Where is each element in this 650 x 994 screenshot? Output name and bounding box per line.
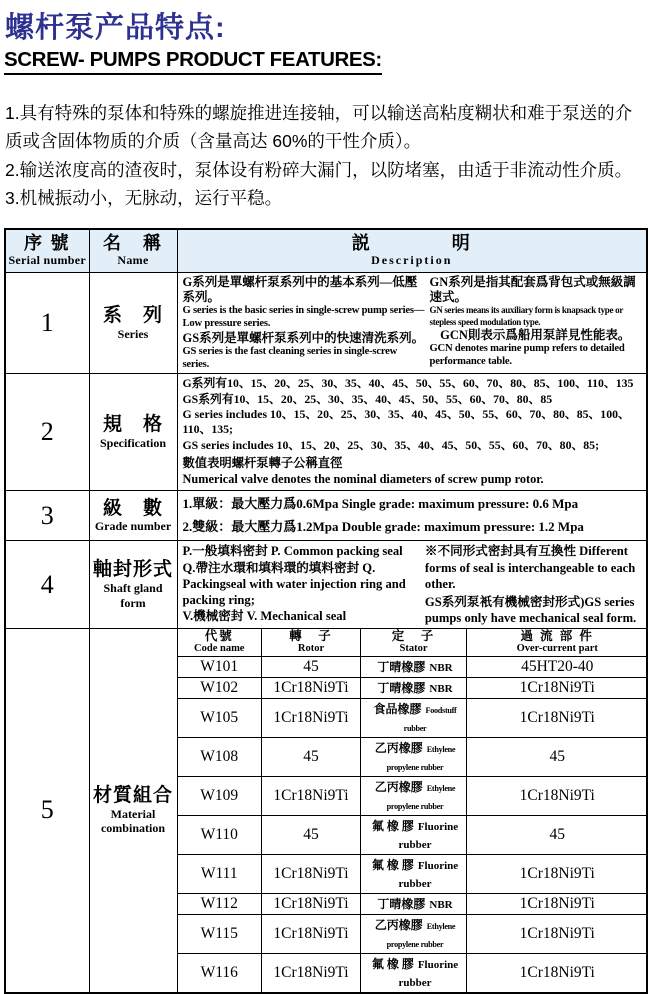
serial-number-2: 2 (40, 417, 54, 447)
material-stator (361, 737, 467, 776)
description-cell-grade (177, 490, 647, 541)
serial-cell-3 (5, 490, 89, 541)
stator-zh: 丁晴橡膠 (377, 659, 426, 674)
header-description-zh: 説 明 (351, 233, 472, 254)
material-part: 1Cr18Ni9Ti (467, 854, 648, 893)
serial-number-5: 5 (40, 795, 54, 825)
material-stator (361, 953, 467, 992)
materials-header-stator-zh: 定 子 (391, 628, 436, 643)
materials-header-row (178, 629, 648, 656)
material-rotor: 1Cr18Ni9Ti (262, 893, 361, 914)
header-serial (5, 229, 89, 272)
feature-list (5, 99, 646, 212)
material-part: 1Cr18Ni9Ti (467, 953, 648, 992)
stator-en: Foodstuff rubber (403, 705, 457, 733)
material-code: W110 (178, 815, 262, 854)
series-gn-zh: GN系列是指其配套爲背包式或無級調速式。 (429, 274, 636, 305)
seal-note-interchangeable: ※不同形式密封具有互換性 Different forms of seal is interchangeable to each other. (424, 544, 636, 591)
stator-zh: 食品橡膠 (373, 701, 422, 716)
series-g-en: G series is the basic series in single-screw pump series—Low pressure series. (182, 305, 425, 329)
description-cell-series (177, 272, 647, 374)
materials-table-holder (177, 628, 647, 992)
name-grade-zh: 級 數 (102, 497, 163, 519)
series-gn-en: GN series means its auxiliary form is knapsack type or stepless speed modulation type. (429, 305, 623, 327)
page-title-english: SCREW- PUMPS PRODUCT FEATURES: (4, 49, 382, 75)
serial-cell-2 (5, 374, 89, 491)
stator-zh: 氟 橡 膠 (371, 857, 414, 872)
material-rotor: 45 (262, 737, 361, 776)
material-rotor: 45 (262, 815, 361, 854)
stator-en: Fluorine rubber (398, 820, 459, 851)
materials-header-stator (361, 629, 467, 656)
description-cell-specification (177, 374, 647, 491)
materials-header-rotor (262, 629, 361, 656)
name-grade-en: Grade number (94, 519, 172, 534)
material-part: 45 (467, 815, 648, 854)
spec-gs-series-en: GS series includes 10、15、20、25、30、35、40、45、50、55、60、70、80、85; (182, 437, 599, 452)
header-name-zh: 名 稱 (103, 233, 163, 254)
name-cell-specification (89, 374, 177, 491)
name-cell-series (89, 272, 177, 374)
spec-note-en: Numerical valve denotes the nominal diameters of screw pump rotor. (182, 471, 544, 486)
material-row-w115 (178, 914, 648, 953)
spec-g-series-zh: G系列有10、15、20、25、30、35、40、45、50、55、60、70、80、85、100、110、135 (182, 376, 634, 391)
name-shaft-gland-en: Shaft gland form (103, 581, 163, 610)
materials-header-code-zh: 代號 (204, 628, 234, 643)
feature-item-1: 1.具有特殊的泵体和特殊的螺旋推进连接轴，可以输送高粘度糊状和难于泵送的介质或含固体物质的介质（含量高达 60%的干性介质）。 (5, 102, 633, 152)
seal-note-gs-only: GS系列泵衹有機械密封形式)GS series pumps only have mechanical seal form. (424, 594, 637, 625)
stator-en: NBR (429, 661, 453, 674)
seal-q-line: Q.帶注水環和填料環的填料密封 Q. Packingseal with water injection ring and packing ring; (182, 560, 406, 607)
serial-cell-4 (5, 541, 89, 629)
grade-single-line: 1.單級：最大壓力爲0.6Mpa Single grade: maximum pressure: 0.6 Mpa (182, 495, 579, 511)
materials-header-rotor-zh: 轉 子 (289, 628, 333, 643)
materials-header-rotor-en: Rotor (297, 643, 325, 655)
grade-double-line: 2.雙級：最大壓力爲1.2Mpa Double grade: maximum pressure: 1.2 Mpa (182, 518, 584, 534)
name-cell-materials (89, 628, 177, 992)
material-rotor: 1Cr18Ni9Ti (262, 677, 361, 698)
header-description-en: Description (371, 253, 453, 268)
stator-en: NBR (429, 898, 453, 911)
material-code: W105 (178, 698, 262, 737)
series-g-zh: G系列是單螺杆泵系列中的基本系列—低壓系列。 (182, 274, 418, 305)
stator-zh: 乙丙橡膠 (374, 917, 423, 932)
table-row-grade (5, 490, 647, 541)
series-gcn-zh: GCN則表示爲船用泵詳見性能表。 (440, 327, 631, 342)
material-rotor: 1Cr18Ni9Ti (262, 854, 361, 893)
material-stator (361, 656, 467, 677)
material-row-w110 (178, 815, 648, 854)
material-rotor: 45 (262, 656, 361, 677)
material-rotor: 1Cr18Ni9Ti (262, 776, 361, 815)
material-code: W108 (178, 737, 262, 776)
product-spec-table (4, 228, 648, 993)
material-row-w109 (178, 776, 648, 815)
name-materials-en: Material combination (100, 806, 165, 836)
material-stator (361, 815, 467, 854)
material-part: 45 (467, 737, 648, 776)
stator-zh: 丁晴橡膠 (377, 896, 426, 911)
table-row-specification (5, 374, 647, 491)
name-materials-zh: 材質組合 (92, 785, 173, 806)
series-gs-zh: GS系列是單螺杆泵系列中的快速清洗系列。 (182, 330, 425, 345)
name-cell-grade (89, 490, 177, 541)
stator-en: Ethylene propylene rubber (386, 783, 456, 811)
header-name (89, 229, 177, 272)
serial-cell-1 (5, 272, 89, 374)
material-part: 1Cr18Ni9Ti (467, 698, 648, 737)
materials-header-part-zh: 過 流 部 件 (520, 628, 594, 643)
spec-note-zh: 數值表明螺杆泵轉子公稱直徑 (182, 455, 343, 470)
feature-item-2: 2.输送浓度高的渣夜时，泵体设有粉碎大漏门，以防堵塞，由适于非流动性介质。 (5, 159, 633, 180)
stator-zh: 乙丙橡膠 (374, 740, 423, 755)
material-code: W111 (178, 854, 262, 893)
header-serial-en: Serial number (8, 253, 87, 268)
material-row-w101 (178, 656, 648, 677)
material-row-w116 (178, 953, 648, 992)
table-row-series (5, 272, 647, 374)
material-rotor: 1Cr18Ni9Ti (262, 953, 361, 992)
stator-en: Ethylene propylene rubber (386, 921, 456, 949)
material-code: W101 (178, 656, 262, 677)
table-row-materials (5, 628, 647, 992)
material-part: 1Cr18Ni9Ti (467, 893, 648, 914)
material-code: W116 (178, 953, 262, 992)
serial-number-4: 4 (40, 569, 54, 599)
serial-number-3: 3 (40, 500, 54, 530)
material-stator (361, 677, 467, 698)
materials-header-code-en: Code name (194, 643, 245, 655)
material-row-w102 (178, 677, 648, 698)
materials-table (178, 629, 648, 992)
seal-p-line: P.一般填料密封 P. Common packing seal (182, 544, 403, 559)
material-code: W112 (178, 893, 262, 914)
material-stator (361, 854, 467, 893)
materials-header-stator-en: Stator (399, 643, 428, 655)
material-rotor: 1Cr18Ni9Ti (262, 698, 361, 737)
description-cell-shaft-gland (177, 541, 647, 629)
material-stator (361, 914, 467, 953)
stator-en: NBR (429, 682, 453, 695)
material-code: W109 (178, 776, 262, 815)
material-row-w105 (178, 698, 648, 737)
materials-header-part (467, 629, 648, 656)
material-part: 1Cr18Ni9Ti (467, 677, 648, 698)
spec-g-series-en: G series includes 10、15、20、25、30、35、40、45、50、55、60、70、80、85、100、110、135; (182, 406, 630, 437)
stator-zh: 丁晴橡膠 (377, 680, 426, 695)
header-serial-zh: 序 號 (24, 233, 71, 254)
material-stator (361, 776, 467, 815)
serial-number-1: 1 (40, 308, 54, 338)
material-row-w112 (178, 893, 648, 914)
name-series-en: Series (117, 326, 149, 341)
materials-header-code (178, 629, 262, 656)
material-rotor: 1Cr18Ni9Ti (262, 914, 361, 953)
name-specification-zh: 規 格 (102, 414, 163, 436)
stator-zh: 氟 橡 膠 (371, 818, 414, 833)
material-code: W102 (178, 677, 262, 698)
page-title-chinese: 螺杆泵产品特点: (5, 12, 226, 44)
name-series-zh: 系 列 (102, 304, 163, 326)
material-part: 45HT20-40 (467, 656, 648, 677)
material-stator (361, 698, 467, 737)
series-gcn-en: GCN denotes marine pump refers to detailed performance table. (429, 343, 625, 367)
name-cell-shaft-gland (89, 541, 177, 629)
material-row-w111 (178, 854, 648, 893)
name-specification-en: Specification (100, 435, 166, 450)
stator-zh: 乙丙橡膠 (374, 779, 423, 794)
material-row-w108 (178, 737, 648, 776)
stator-zh: 氟 橡 膠 (371, 956, 414, 971)
series-gs-en: GS series is the fast cleaning series in single-screw series. (182, 345, 398, 370)
table-row-shaft-gland (5, 541, 647, 629)
materials-header-part-en: Over-current part (516, 643, 598, 655)
feature-item-3: 3.机械振动小，无脉动，运行平稳。 (5, 187, 283, 208)
table-header-row (5, 229, 647, 272)
material-stator (361, 893, 467, 914)
material-part: 1Cr18Ni9Ti (467, 776, 648, 815)
material-code: W115 (178, 914, 262, 953)
stator-en: Fluorine rubber (398, 958, 459, 989)
spec-gs-series-zh: GS系列有10、15、20、25、30、35、40、45、50、55、60、70、80、85 (182, 391, 553, 406)
serial-cell-5 (5, 628, 89, 992)
stator-en: Fluorine rubber (398, 859, 459, 890)
header-name-en: Name (117, 253, 149, 268)
name-shaft-gland-zh: 軸封形式 (92, 559, 173, 581)
stator-en: Ethylene propylene rubber (386, 744, 456, 772)
seal-v-line: V.機械密封 V. Mechanical seal (182, 608, 347, 623)
header-description (177, 229, 647, 272)
material-part: 1Cr18Ni9Ti (467, 914, 648, 953)
